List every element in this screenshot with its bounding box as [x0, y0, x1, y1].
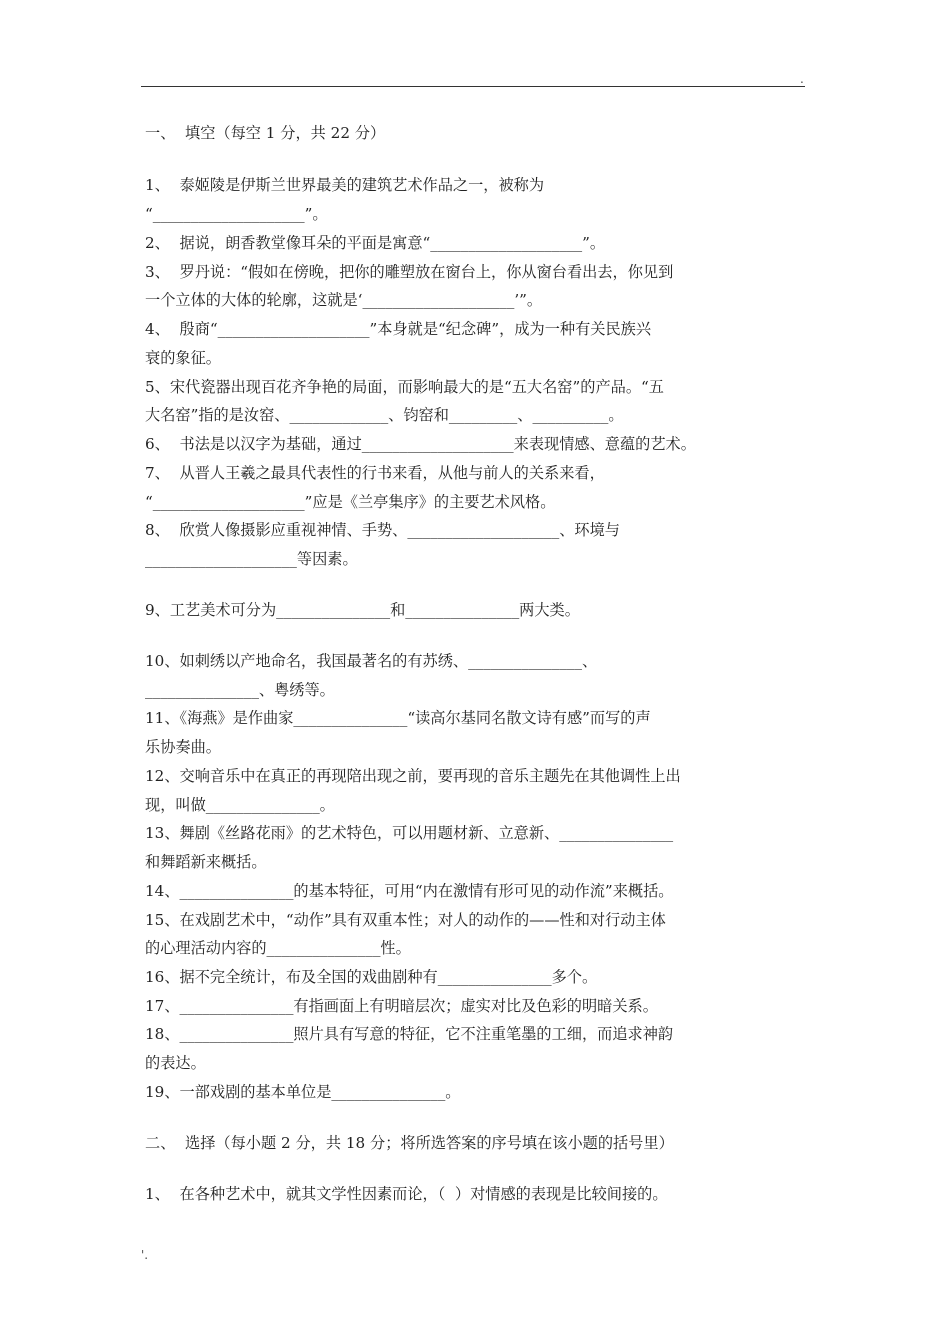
question-10-line-1: 10、如刺绣以产地命名，我国最著名的有苏绣、_______________、 — [145, 652, 598, 670]
question-5-line-1: 5、宋代瓷器出现百花齐争艳的局面，而影响最大的是“五大名窑”的产品。“五 — [145, 378, 664, 396]
question-1-line-1: 1、 泰姬陵是伊斯兰世界最美的建筑艺术作品之一，被称为 — [145, 176, 545, 194]
question-3-line-2: 一个立体的大体的轮廓，这就是‘____________________’”。 — [145, 291, 543, 309]
question-10-line-2: _______________、粤绣等。 — [145, 681, 335, 699]
question-14: 14、_______________的基本特征，可用“内在激情有形可见的动作流”来概括。 — [145, 882, 674, 900]
question-8-line-2: ____________________等因素。 — [145, 550, 358, 568]
choice-question-1: 1、 在各种艺术中，就其文学性因素而论，（ ）对情感的表现是比较间接的。 — [145, 1185, 668, 1203]
question-12-line-2: 现，叫做_______________。 — [145, 796, 335, 814]
section2-title: 二、 选择（每小题 2 分，共 18 分；将所选答案的序号填在该小题的括号里） — [145, 1134, 674, 1152]
question-17: 17、_______________有指画面上有明暗层次；虚实对比及色彩的明暗关系。 — [145, 997, 658, 1015]
question-18-line-2: 的表达。 — [145, 1054, 206, 1072]
question-19: 19、一部戏剧的基本单位是_______________。 — [145, 1083, 461, 1101]
question-1-line-2: “____________________”。 — [145, 205, 328, 223]
question-2: 2、 据说，朗香教堂像耳朵的平面是寓意“____________________”。 — [145, 234, 606, 252]
question-13-line-2: 和舞蹈新来概括。 — [145, 853, 267, 871]
question-15-line-2: 的心理活动内容的_______________性。 — [145, 939, 411, 957]
question-15-line-1: 15、在戏剧艺术中，“动作”具有双重本性；对人的动作的——性和对行动主体 — [145, 911, 666, 929]
header-rule — [141, 86, 805, 87]
question-16: 16、据不完全统计，布及全国的戏曲剧种有_______________多个。 — [145, 968, 598, 986]
question-4-line-2: 衰的象征。 — [145, 349, 221, 367]
question-9: 9、工艺美术可分为_______________和_______________两大类。 — [145, 601, 580, 619]
section1-title: 一、 填空（每空 1 分，共 22 分） — [145, 124, 386, 142]
question-18-line-1: 18、_______________照片具有写意的特征，它不注重笔墨的工细，而追求神韵 — [145, 1025, 674, 1043]
question-12-line-1: 12、交响音乐中在真正的再现陪出现之前，要再现的音乐主题先在其他调性上出 — [145, 767, 681, 785]
question-11-line-2: 乐协奏曲。 — [145, 738, 221, 756]
footer-mark: '. — [141, 1248, 149, 1262]
question-8-line-1: 8、 欣赏人像摄影应重视神情、手势、____________________、环境与 — [145, 521, 620, 539]
question-11-line-1: 11、《海燕》是作曲家_______________“读高尔基同名散文诗有感”而写的声 — [145, 709, 651, 727]
question-13-line-1: 13、舞剧《丝路花雨》的艺术特色，可以用题材新、立意新、_______________ — [145, 824, 674, 842]
question-5-line-2: 大名窑”指的是汝窑、_____________、钧窑和_________、__________。 — [145, 406, 624, 424]
question-3-line-1: 3、 罗丹说：“假如在傍晚，把你的雕塑放在窗台上，你从窗台看出去，你见到 — [145, 263, 674, 281]
question-7-line-2: “____________________”应是《兰亭集序》的主要艺术风格。 — [145, 493, 556, 511]
question-7-line-1: 7、 从晋人王羲之最具代表性的行书来看，从他与前人的关系来看， — [145, 464, 605, 482]
question-6: 6、 书法是以汉字为基础，通过____________________来表现情感、意蕴的艺术。 — [145, 435, 696, 453]
header-mark: . — [800, 72, 804, 86]
question-4-line-1: 4、 殷商“____________________”本身就是“纪念碑”，成为一种有关民族兴 — [145, 320, 652, 338]
